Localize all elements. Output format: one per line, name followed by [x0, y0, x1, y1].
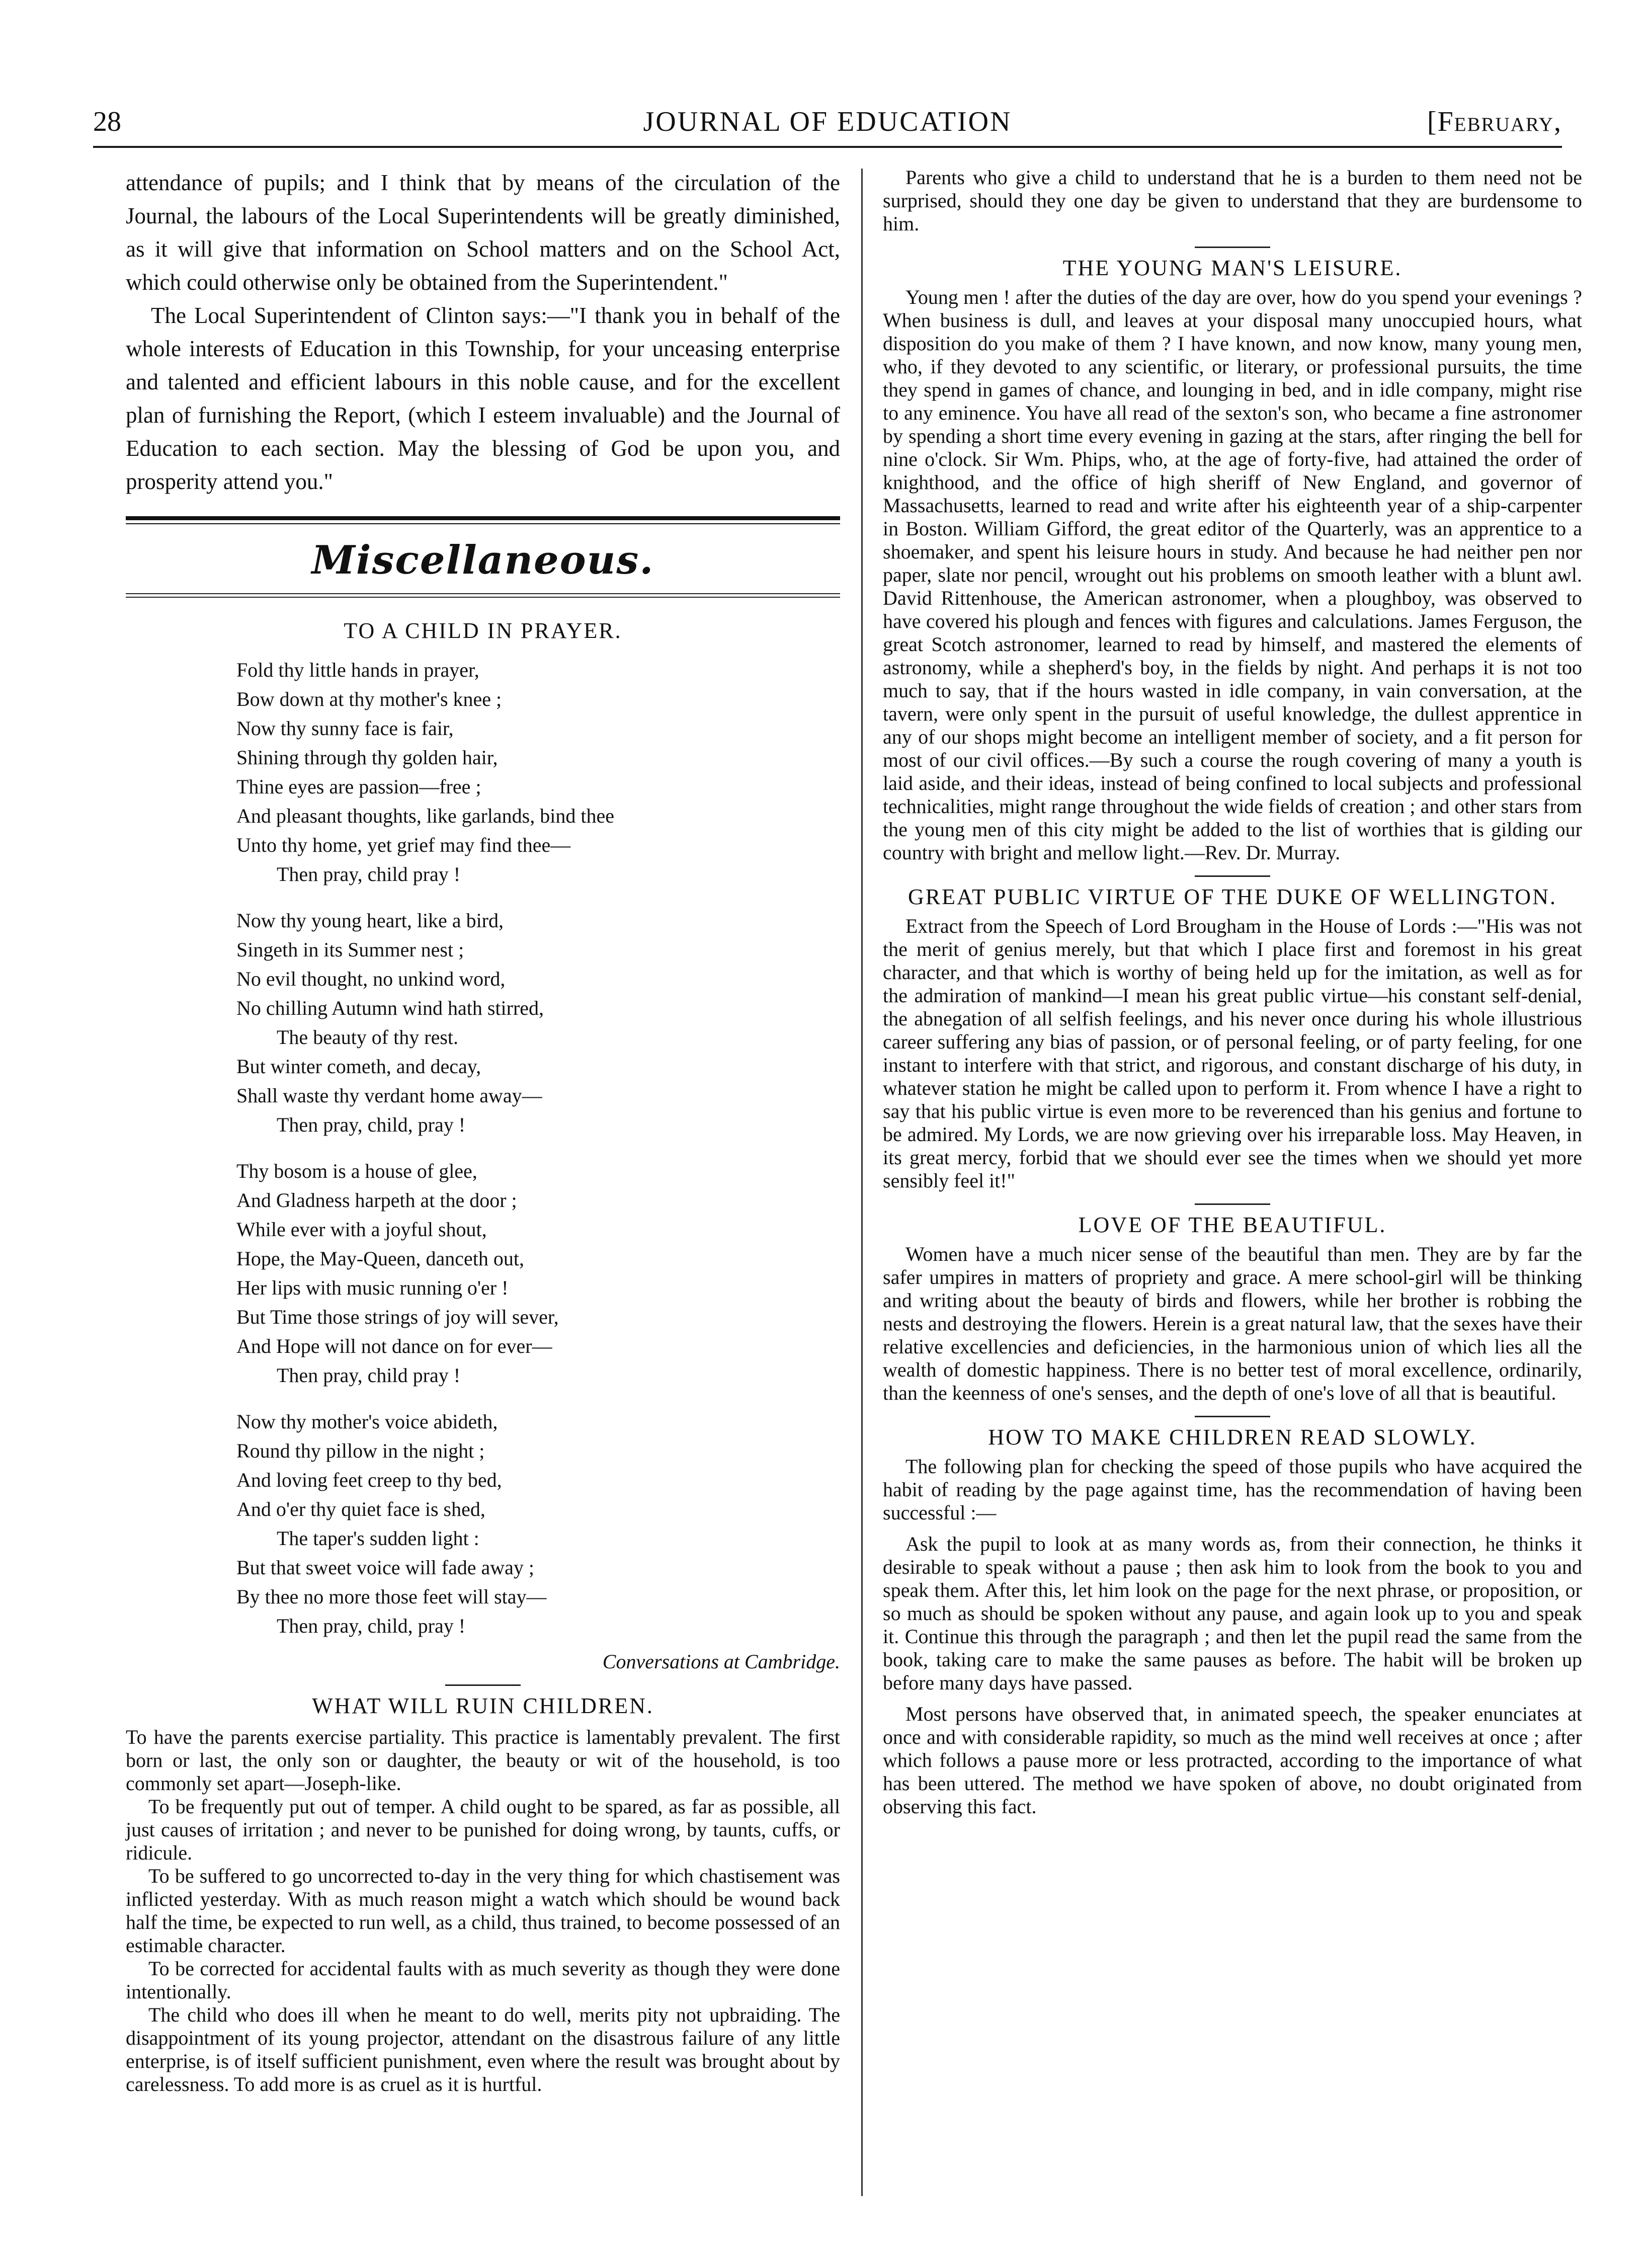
poem-stanza [236, 906, 840, 1140]
right-column [883, 166, 1582, 1818]
poem-line: Thine eyes are passion—free ; [236, 775, 481, 798]
article-paragraph: The child who does ill when he meant to do well, merits pity not upbraiding. The disappointment of its young projector, attendant on the disastrous failure of any little enterprise, is of itself sufficient punishment, even where the result was brought about by carelessness. To add more is as cruel as it is hurtful. [126, 2003, 840, 2095]
page-number: 28 [93, 106, 121, 137]
poem-line: By thee no more those feet will stay— [236, 1585, 547, 1608]
article-paragraph: Women have a much nicer sense of the beautiful than men. They are by far the safer umpires in matters of propriety and grace. A mere school-girl will be thinking and writing about the beauty of birds and flowers, while her brother is robbing the nests and destroying the flowers. Herein is a great natural law, that the sexes have their relative excellencies and deficiencies, in the harmonious union of which lies all the wealth of domestic happiness. There is no better test of moral excellence, ordinarily, than the keenness of one's senses, and the depth of one's love of all that is beautiful. [883, 1243, 1582, 1404]
poem-line: While ever with a joyful shout, [236, 1218, 487, 1241]
poem-line: Now thy sunny face is fair, [236, 717, 454, 740]
poem-line: The beauty of thy rest. [277, 1026, 458, 1048]
article-paragraph: Young men ! after the duties of the day are over, how do you spend your evenings ? When business is dull, and leaves at your disposal many unoccupied hours, what disposition do you make of them ? I have known, and now know, many young men, who, if they devoted to any scientific, or literary, or professional pursuits, the time they spend in games of chance, and lounging in bed, and in idle company, might rise to any eminence. You have all read of the sexton's son, who became a fine astronomer by spending a short time every evening in gazing at the stars, after ringing the bell for nine o'clock. Sir Wm. Phips, who, at the age of forty-five, had attained the order of knighthood, and the office of high sheriff of New England, and governor of Massachusetts, learned to read and write after his eighteenth year of a ship-carpenter in Boston. William Gifford, the great editor of the Quarterly, was an apprentice to a shoemaker, and spent his leisure hours in study. And because he had neither pen nor paper, slate nor pencil, wrought out his problems on smooth leather with a blunt awl. David Rittenhouse, the American astronomer, when a ploughboy, was observed to have covered his plough and fences with figures and calculations. James Ferguson, the great Scotch astronomer, learned to read by himself, and mastered the elements of astronomy, while a shepherd's boy, in the fields by night. And perhaps it is not too much to say, that if the hours wasted in idle company, in vain conversation, at the tavern, were only spent in the pursuit of useful knowledge, the dullest apprentice in any of our shops might become an intelligent member of society, and a fit person for most of our civil offices.—By such a course the rough covering of many a youth is laid aside, and their ideas, instead of being confined to local subjects and professional technicalities, might range throughout the wide fields of creation ; and other stars from the young men of this city might be added to the list of worthies that is gilding our country with bright and mellow light.—Rev. Dr. Murray. [883, 286, 1582, 864]
poem-line: And loving feet creep to thy bed, [236, 1469, 502, 1491]
poem-refrain: Then pray, child, pray ! [277, 1614, 466, 1637]
poem-refrain: Then pray, child, pray ! [277, 1113, 466, 1136]
poem-line: And pleasant thoughts, like garlands, bind thee [236, 804, 614, 827]
article-body [883, 1243, 1582, 1405]
short-rule [1195, 1203, 1270, 1205]
poem-refrain: Then pray, child pray ! [277, 1364, 461, 1387]
poem-line: And Gladness harpeth at the door ; [236, 1189, 517, 1211]
section-title: Miscellaneous. [311, 537, 654, 583]
article-paragraph: Parents who give a child to understand that he is a burden to them need not be surprised, should they one day be given to understand that they are burdensome to him. [883, 166, 1582, 235]
article-paragraph: Extract from the Speech of Lord Brougham in the House of Lords :—"His was not the merit of genius merely, but that which I place first and foremost in his great character, and that which is worthy of being held up for the imitation, as well as for the admiration of mankind—I mean his great public virtue—his constant self-denial, the abnegation of all selfish feelings, and his never once during his whole illustrious career suffering any bias of passion, or of personal feeling, or of party feeling, for one instant to interfere with that strict, and rigorous, and constant discharge of his duty, in whatever station he might be called upon to perform it. From whence I have a right to say that his public virtue is even more to be reverenced than his genius and fortune to be admired. My Lords, we are now grieving over his irreparable loss. May Heaven, in its great mercy, forbid that we should ever see the times when we should yet more sensibly feel it!" [883, 915, 1582, 1192]
intro-text [126, 166, 840, 498]
poem-stanza [236, 1407, 840, 1641]
poem-line: But Time those strings of joy will sever, [236, 1306, 559, 1328]
poem-line: Her lips with music running o'er ! [236, 1276, 509, 1299]
poem-line: No chilling Autumn wind hath stirred, [236, 997, 544, 1019]
poem-line: Bow down at thy mother's knee ; [236, 688, 502, 710]
poem-line: Fold thy little hands in prayer, [236, 659, 479, 681]
poem-stanza [236, 656, 840, 889]
poem-stanza [236, 1157, 840, 1390]
article-title: THE YOUNG MAN'S LEISURE. [1062, 256, 1402, 280]
poem-line: Singeth in its Summer nest ; [236, 938, 464, 961]
poem-line: Thy bosom is a house of glee, [236, 1160, 477, 1182]
poem-line: Shall waste thy verdant home away— [236, 1084, 542, 1107]
issue-month: [February, [1427, 106, 1562, 137]
article-body [883, 915, 1582, 1192]
poem-line: The taper's sudden light : [277, 1527, 479, 1550]
article-title: GREAT PUBLIC VIRTUE OF THE DUKE OF WELLINGTON. [908, 884, 1557, 909]
poem-line: Now thy young heart, like a bird, [236, 909, 504, 932]
poem-line: Now thy mother's voice abideth, [236, 1410, 498, 1433]
article-body [126, 1726, 840, 2096]
poem-title: TO A CHILD IN PRAYER. [344, 618, 622, 643]
opening-text [883, 166, 1582, 235]
article-paragraph: The following plan for checking the speed of those pupils who have acquired the habit of reading by the page against time, has the recommendation of having been successful :— [883, 1455, 1582, 1524]
article-body [883, 286, 1582, 864]
short-rule [1195, 875, 1270, 877]
journal-title: JOURNAL OF EDUCATION [643, 106, 1012, 137]
poem-line: Round thy pillow in the night ; [236, 1439, 485, 1462]
poem-line: And Hope will not dance on for ever— [236, 1335, 552, 1357]
intro-paragraph: attendance of pupils; and I think that by means of the circulation of the Journal, the labours of the Local Superintendents will be greatly diminished, as it will give that information on School matters and on the School Act, which could otherwise only be obtained from the Superintendent." [126, 170, 840, 295]
short-rule [1195, 1416, 1270, 1417]
article-title: LOVE OF THE BEAUTIFUL. [1078, 1213, 1387, 1237]
short-rule [1195, 247, 1270, 248]
poem-line: But winter cometh, and decay, [236, 1055, 481, 1078]
poem-refrain: Then pray, child pray ! [277, 863, 461, 885]
poem-attribution: Conversations at Cambridge. [602, 1650, 840, 1673]
section-rule [126, 593, 840, 598]
article-paragraph: Ask the pupil to look at as many words as, from their connection, he thinks it desirable to speak without a pause ; then ask him to look from the book to you and speak them. After this, let him look on the page for the next phrase, or proposition, or so much as should be spoken without any pause, and again look up to you and speak it. Continue this through the paragraph ; and then let the pupil read the same from the book, taking care to make the same pauses as before. The habit will be broken up before many days have passed. [883, 1532, 1582, 1694]
section-rule [126, 516, 840, 524]
page-header [93, 101, 1562, 148]
poem-line: Hope, the May-Queen, danceth out, [236, 1247, 525, 1270]
article-paragraph: To be suffered to go uncorrected to-day in the very thing for which chastisement was inflicted yesterday. With as much reason might a watch which should be wound back half the time, be expected to run well, as a child, thus trained, to become possessed of an estimable character. [126, 1865, 840, 1957]
poem-line: No evil thought, no unkind word, [236, 967, 506, 990]
short-rule [445, 1684, 521, 1686]
column-divider [861, 169, 863, 2196]
poem-line: And o'er thy quiet face is shed, [236, 1498, 485, 1520]
left-column [126, 166, 840, 2096]
poem-line: Unto thy home, yet grief may find thee— [236, 834, 571, 856]
article-paragraph: To have the parents exercise partiality. This practice is lamentably prevalent. The first born or last, the only son or daughter, the beauty or wit of the household, is too commonly set apart—Joseph-like. [126, 1726, 840, 1795]
poem-line: But that sweet voice will fade away ; [236, 1556, 535, 1579]
article-paragraph: Most persons have observed that, in animated speech, the speaker enunciates at once and with considerable rapidity, so much as the mind well receives at once ; after which follows a pause more or less protracted, according to the importance of what has been uttered. The method we have spoken of above, no doubt originated from observing this fact. [883, 1703, 1582, 1818]
article-paragraph: To be corrected for accidental faults with as much severity as though they were done intentionally. [126, 1957, 840, 2003]
article-paragraph: To be frequently put out of temper. A child ought to be spared, as far as possible, all just causes of irritation ; and never to be punished for doing wrong, by taunts, cuffs, or ridicule. [126, 1795, 840, 1864]
article-body [883, 1455, 1582, 1818]
article-title: WHAT WILL RUIN CHILDREN. [312, 1693, 654, 1718]
intro-paragraph: The Local Superintendent of Clinton says:—"I thank you in behalf of the whole interests of Education in this Township, for your unceasing enterprise and talented and efficient labours in this noble cause, and for the excellent plan of furnishing the Report, (which I esteem invaluable) and the Journal of Education to each section. May the blessing of God be upon you, and prosperity attend you." [126, 303, 840, 494]
article-title: HOW TO MAKE CHILDREN READ SLOWLY. [988, 1425, 1477, 1449]
poem-line: Shining through thy golden hair, [236, 746, 498, 769]
poem-body [236, 656, 840, 1641]
